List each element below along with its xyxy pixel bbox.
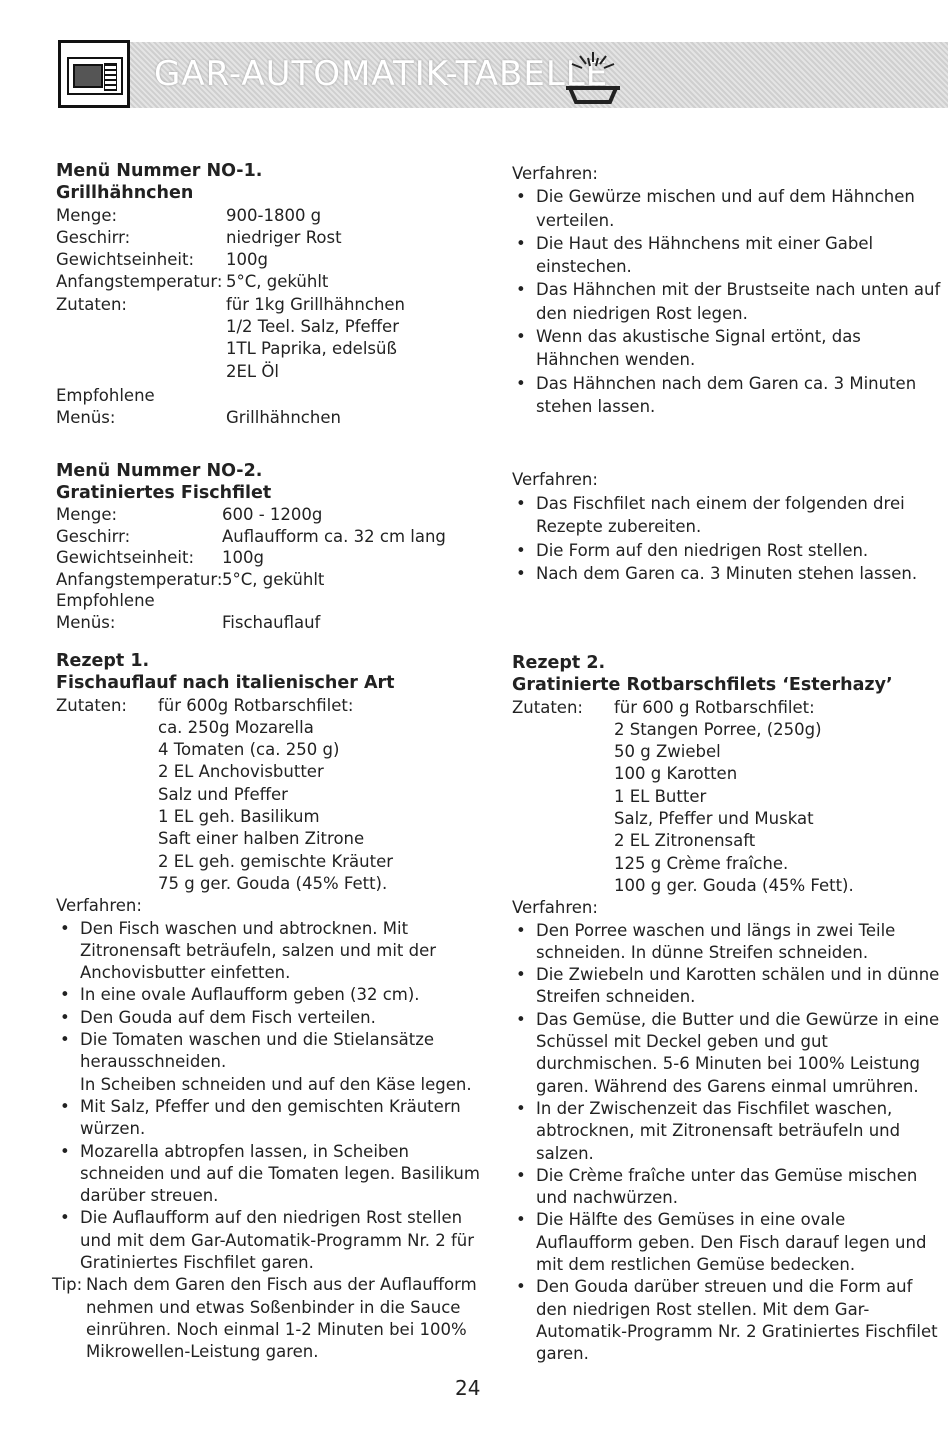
method-list [56,918,486,1275]
spec-label: Geschirr: [56,526,131,546]
menu-no1 [56,160,486,430]
list-item: • In eine ovale Auflaufform geben (32 cm). [56,984,486,1006]
list-item: • Den Fisch waschen und abtrocknen. Mit Zitronensaft beträufeln, salzen und mit der Anchovisbutter einfetten. [56,918,486,985]
recommended-label: Menüs: [56,408,116,428]
recipe-1-name: Fischauflauf nach italienischer Art [56,673,395,694]
list-item: • Mit Salz, Pfeffer und den gemischten Kräutern würzen. [56,1096,486,1141]
list-item: • Das Hähnchen mit der Brustseite nach unten auf den niedrigen Rost legen. [512,278,942,325]
page-header [58,40,948,110]
spec-label: Anfangstemperatur: [56,272,223,292]
spec-row [56,271,486,293]
tip-label: Tip: [52,1275,83,1295]
list-item [56,1029,486,1096]
menu-no2-heading: Menü Nummer NO-2. [56,461,263,481]
method-list [512,185,942,418]
spec-value: 5°C, gekühlt [226,272,329,292]
ingredient-line: 1 EL Butter [614,786,707,806]
recommended-label: Menüs: [56,612,116,632]
ingredient-line: Salz und Pfeffer [158,784,288,804]
list-item: • Nach dem Garen ca. 3 Minuten stehen lassen. [512,562,942,586]
microwave-icon [58,40,130,108]
spec-value: Auflaufform ca. 32 cm lang [222,526,446,546]
ingredient-line: 1TL Paprika, edelsüß [226,339,397,359]
spec-label: Gewichtseinheit: [56,548,195,567]
ingredient-line: 1 EL geh. Basilikum [158,807,320,827]
ingredient-line: 2 EL geh. gemischte Kräuter [158,851,394,871]
list-item: • Die Haut des Hähnchens mit einer Gabel einstechen. [512,232,942,279]
ingredient-line: 125 g Crème fraîche. [614,853,789,873]
list-item: • Wenn das akustische Signal ertönt, das Hähnchen wenden. [512,325,942,372]
list-item: • In der Zwischenzeit das Fischfilet waschen, abtrocknen, mit Zitronensaft beträufeln und salzen. [512,1098,942,1165]
list-item: • Die Gewürze mischen und auf dem Hähnchen verteilen. [512,185,942,232]
menu-no2-name: Gratiniertes Fischfilet [56,482,272,503]
ingredient-line: 2EL Öl [226,361,279,381]
recipe-2-heading: Rezept 2. [512,653,606,673]
recommended-row [56,612,486,634]
recipe-2 [512,652,942,1366]
recipe-1 [52,650,486,1364]
ingredient-line: Salz, Pfeffer und Muskat [614,809,814,829]
ingredient-line: ca. 250g Mozarella [158,717,314,737]
ingredient-line: 75 g ger. Gouda (45% Fett). [158,873,388,893]
recommended-label: Empfohlene [56,385,155,405]
list-item: • Mozarella abtropfen lassen, in Scheiben schneiden und auf die Tomaten legen. Basilikum darüber streuen. [56,1141,486,1208]
list-item: • Die Hälfte des Gemüses in eine ovale Auflaufform geben. Den Fisch darauf legen und mit dem restlichen Gemüse bedecken. [512,1209,942,1276]
ingredients-list [158,695,393,896]
method-label: Verfahren: [56,896,142,916]
ingredients-row [512,697,942,898]
list-item: • Den Gouda auf dem Fisch verteilen. [56,1007,486,1029]
ingredient-line: 100 g ger. Gouda (45% Fett). [614,875,854,895]
method-label: Verfahren: [512,898,598,918]
spec-row [56,249,486,271]
ingredient-line: 2 Stangen Porree, (250g) [614,719,822,739]
spec-label: Anfangstemperatur: [56,569,223,589]
spec-label: Geschirr: [56,227,131,247]
spec-value: 100g [222,548,264,567]
ingredients-list [614,697,854,898]
step-text-extra: In Scheiben schneiden und auf den Käse legen. [80,1074,472,1094]
list-item: • Den Gouda darüber streuen und die Form auf den niedrigen Rost stellen. Mit dem Gar-Automatik-Programm Nr. 2 Gratiniertes Fischfilet garen. [512,1276,942,1365]
menu-no1-heading: Menü Nummer NO-1. [56,161,263,181]
spec-label: Gewichtseinheit: [56,250,195,270]
method-no1 [512,162,942,418]
page-title: GAR-AUTOMATIK-TABELLE [154,54,609,94]
method-label: Verfahren: [512,164,598,183]
ingredient-line: 2 EL Anchovisbutter [158,762,324,782]
list-item: • Die Form auf den niedrigen Rost stellen. [512,539,942,563]
spec-row [56,227,486,249]
spec-value: 900-1800 g [226,205,322,225]
list-item: • Den Porree waschen und längs in zwei Teile schneiden. In dünne Streifen schneiden. [512,920,942,965]
ingredient-line: Saft einer halben Zitrone [158,829,365,849]
spec-row [56,294,486,316]
menu-no1-name: Grillhähnchen [56,183,194,204]
spec-value: für 1kg Grillhähnchen [226,294,406,314]
page-number: 24 [455,1376,481,1400]
recommended-value: Grillhähnchen [226,408,341,428]
ingredients-row [56,695,486,896]
ingredient-line: 1/2 Teel. Salz, Pfeffer [226,317,399,337]
ingredients-label: Zutaten: [512,697,583,717]
list-item: • Die Crème fraîche unter das Gemüse mischen und nachwürzen. [512,1165,942,1210]
ingredient-line: 2 EL Zitronensaft [614,831,756,851]
spec-value: 5°C, gekühlt [222,569,325,589]
recommended-row [56,407,486,429]
recommended-label: Empfohlene [56,591,155,610]
recipe-2-name: Gratinierte Rotbarschfilets ‘Esterhazy’ [512,675,893,696]
menu-no2 [56,461,486,633]
ingredient-line: 100 g Karotten [614,764,738,784]
ingredients-label: Zutaten: [56,695,127,715]
list-item: • Das Hähnchen nach dem Garen ca. 3 Minuten stehen lassen. [512,372,942,419]
tip [52,1274,486,1363]
spec-value: 600 - 1200g [222,505,323,524]
step-text: Die Tomaten waschen und die Stielansätze herausschneiden. [80,1030,435,1072]
list-item: • Das Fischfilet nach einem der folgenden drei Rezepte zubereiten. [512,492,942,539]
method-list [512,492,942,586]
ingredient-line: für 600g Rotbarschfilet: [158,695,354,715]
method-no2 [512,468,942,586]
method-list [512,920,942,1366]
recipe-1-heading: Rezept 1. [56,651,150,671]
recommended-value: Fischauflauf [222,612,321,632]
spec-row [56,504,486,526]
spec-value: 100g [226,250,268,270]
tip-text: Nach dem Garen den Fisch aus der Auflaufform nehmen und etwas Soßenbinder in die Sauce einrühren. Noch einmal 1-2 Minuten bei 100% Mikrowellen-Leistung garen. [86,1275,477,1362]
spec-label: Menge: [56,505,118,524]
list-item: • Die Zwiebeln und Karotten schälen und in dünne Streifen schneiden. [512,964,942,1009]
spec-label: Zutaten: [56,294,127,314]
spec-row [56,547,486,569]
spec-row [56,526,486,548]
list-item: • Das Gemüse, die Butter und die Gewürze in eine Schüssel mit Deckel geben und gut durchmischen. 5-6 Minuten bei 100% Leistung garen. Während des Garens einmal umrühren. [512,1009,942,1098]
ingredient-line: 50 g Zwiebel [614,742,721,762]
ingredient-line: 4 Tomaten (ca. 250 g) [158,740,340,760]
ingredient-line: für 600 g Rotbarschfilet: [614,697,815,717]
spec-row [56,205,486,227]
spec-label: Menge: [56,205,118,225]
spec-row [56,569,486,591]
list-item: • Die Auflaufform auf den niedrigen Rost stellen und mit dem Gar-Automatik-Programm Nr. 2 für Gratiniertes Fischfilet garen. [56,1207,486,1274]
grill-dish-icon [558,48,628,108]
method-label: Verfahren: [512,470,598,489]
spec-value: niedriger Rost [226,227,342,247]
